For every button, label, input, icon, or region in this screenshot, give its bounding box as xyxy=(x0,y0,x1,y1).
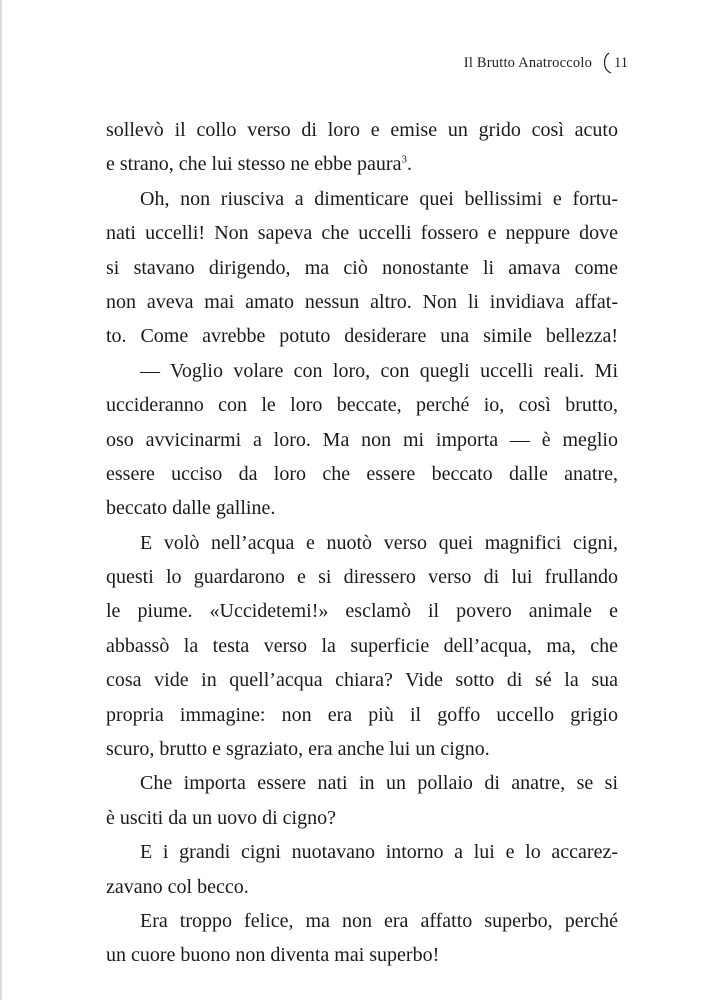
text-line: oso avvicinarmi a loro. Ma non mi importa — è meglio xyxy=(106,428,618,451)
text-line: E volò nell’acqua e nuotò verso quei magnifici cigni, xyxy=(140,531,618,554)
page-edge-shadow xyxy=(0,0,3,1000)
text-line: non aveva mai amato nessun altro. Non li invidiava affat- xyxy=(106,290,618,313)
text-line: essere ucciso da loro che essere beccato dalle anatre, xyxy=(106,462,618,485)
text-line: — Voglio volare con loro, con quegli uccelli reali. Mi xyxy=(140,359,618,382)
text-line: beccato dalle galline. xyxy=(106,497,276,520)
text-line: uccideranno con le loro beccate, perché io, così brutto, xyxy=(106,394,618,417)
text-line: scuro, brutto e sgraziato, era anche lui un cigno. xyxy=(106,738,490,761)
text-line: Che importa essere nati in un pollaio di anatre, se si xyxy=(140,772,618,795)
body-text xyxy=(106,113,618,973)
text-line: si stavano dirigendo, ma ciò nonostante li amava come xyxy=(106,256,618,279)
text-line: è usciti da un uovo di cigno? xyxy=(106,806,336,829)
text-line: zavano col becco. xyxy=(106,875,249,898)
page-number: 11 xyxy=(614,54,628,71)
text-line: to. Come avrebbe potuto desiderare una simile bellezza! xyxy=(106,325,618,348)
running-title: Il Brutto Anatroccolo xyxy=(463,54,593,71)
text-line: E i grandi cigni nuotavano intorno a lui e lo accarez- xyxy=(140,841,618,864)
text-line: le piume. «Uccidetemi!» esclamò il povero animale e xyxy=(106,600,618,623)
text-line: propria immagine: non era più il goffo uccello grigio xyxy=(106,703,618,726)
text-line: Era troppo felice, ma non era affatto superbo, perché xyxy=(140,909,618,932)
footnote-marker: 3 xyxy=(401,153,407,166)
text-line: un cuore buono non diventa mai superbo! xyxy=(106,944,440,967)
running-header xyxy=(464,52,628,74)
page-number-bracket-icon xyxy=(600,52,612,74)
text-line: abbassò la testa verso la superficie dell’acqua, ma, che xyxy=(106,634,618,657)
text-line: nati uccelli! Non sapeva che uccelli fossero e neppure dove xyxy=(106,222,618,245)
text-line: questi lo guardarono e si diressero verso di lui frullando xyxy=(106,566,618,589)
text-line: cosa vide in quell’acqua chiara? Vide sotto di sé la sua xyxy=(106,669,618,692)
footnote-suffix: . xyxy=(406,153,412,176)
text-line-content: e strano, che lui stesso ne ebbe paura xyxy=(106,153,402,176)
text-line: sollevò il collo verso di loro e emise un grido così acuto xyxy=(106,119,618,141)
text-line: Oh, non riusciva a dimenticare quei bellissimi e fortu- xyxy=(140,187,618,210)
text-line xyxy=(106,147,618,181)
